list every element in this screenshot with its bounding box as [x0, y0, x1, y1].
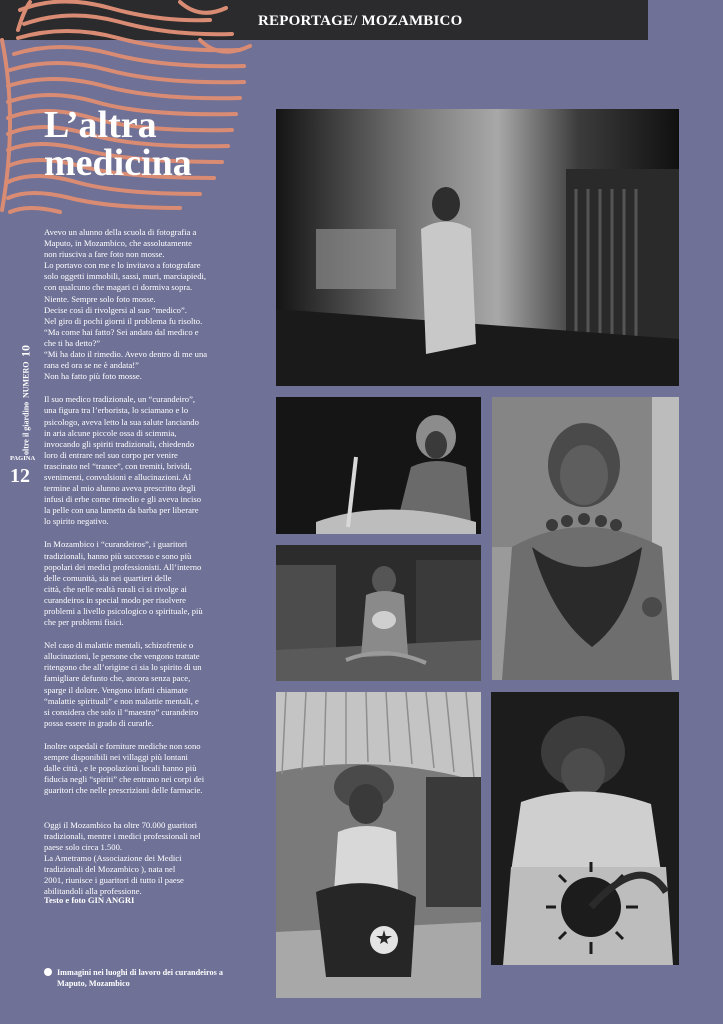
headline-line1: L’altra [44, 104, 157, 146]
numero-label: NUMERO [21, 361, 31, 398]
article-paragraph: Nel caso di malattie mentali, schizofrenie o allucinazioni, le persone che vengono trattate ritengono che all’origine ci sia lo spirito di un famigliare defunto che, ancora senza pace, sparge il dolore. Vengono infatti chiamate “malattie spirituali” e non malattie mentali, e si considera che solo il “maestro” curandeiro possa essere in grado di curarle. [44, 640, 202, 728]
photo-boy-doorway [276, 109, 679, 386]
page-sidebar [6, 335, 36, 495]
issue-number: 10 [18, 345, 33, 358]
pagina-label: PAGINA [10, 455, 36, 462]
photo-healer-staff [276, 397, 481, 534]
article-paragraph: Il suo medico tradizionale, un “curandeiro”, una figura tra l’erborista, lo sciamano e lo psicologo, aveva letto la sua salute lanciando in aria alcune piccole ossa di scimmia, invocando gli spiriti tradizionali, chiedendo loro di entrare nel suo corpo per venire trascinato nel “trance”, con tremiti, brividi, svenimenti, convulsioni e allucinazioni. Al termine al mio alunno aveva prescritto degli infusi di erbe come rimedio e gli aveva inciso la pelle con una lametta da barba per liberare lo spirito negativo. [44, 394, 202, 527]
photo-interior-healer [276, 545, 481, 681]
headline [44, 106, 192, 182]
article-paragraph: In Mozambico i “curandeiros”, i guaritori tradizionali, hanno più successo e sono più popolari dei medici professionisti. All’interno delle comunità, sia nei quartieri delle città, che nelle realtà rurali ci si rivolge ai curandeiros in special modo per risolvere problemi a livello psicologico o spirituale, più che per problemi fisici. [44, 539, 203, 628]
headline-line2: medicina [44, 142, 192, 184]
section-title: REPORTAGE/ MOZAMBICO [258, 13, 463, 29]
article-body [44, 227, 250, 909]
photo-thatched-hut [276, 692, 481, 998]
photo-sun-cloth [491, 692, 679, 965]
photo-credit: Testo e foto GIN ANGRI [44, 895, 135, 905]
photo-woman-fur [492, 397, 679, 680]
photo-caption: Immagini nei luoghi di lavoro dei curandeiros a Maputo, Mozambico [57, 968, 223, 988]
article-paragraph: Oggi il Mozambico ha oltre 70.000 guaritori tradizionali, mentre i medici professionali nel paese solo circa 1.500. La Ametramo (Associazione dei Medici tradizionali del Mozambico ), nata nel 2001, riunisce i guaritori di tutto il paese abilitandoli alla professione. [44, 819, 201, 897]
article-paragraph: Avevo un alunno della scuola di fotografia a Maputo, in Mozambico, che assolutamente non riusciva a fare foto non mosse. Lo portavo con me e lo invitavo a fotografare solo oggetti immobili, sassi, muri, marciapiedi, con qualcuno che magari ci dormiva sopra. Niente. Sempre solo foto mosse. Decise così di rivolgersi al suo “medico”. Nel giro di pochi giorni il problema fu risolto. “Ma come hai fatto? Sei andato dal medico e che ti ha detto?” “Mi ha dato il rimedio. Avevo dentro di me una rana ed ora se ne è andata!” Non ha fatto più foto mosse. [44, 227, 208, 382]
bullet-icon [44, 968, 52, 976]
page-number: 12 [10, 465, 30, 487]
article-paragraph: Inoltre ospedali e forniture mediche non sono sempre disponibili nei villaggi più lontani dalle città , e le popolazioni locali hanno più fiducia negli “spiriti” che entrano nei corpi dei guaritori che nelle prescrizioni delle farmacie. [44, 740, 205, 796]
magazine-name: oltre il giardino [21, 401, 31, 455]
magazine-issue [16, 335, 36, 455]
